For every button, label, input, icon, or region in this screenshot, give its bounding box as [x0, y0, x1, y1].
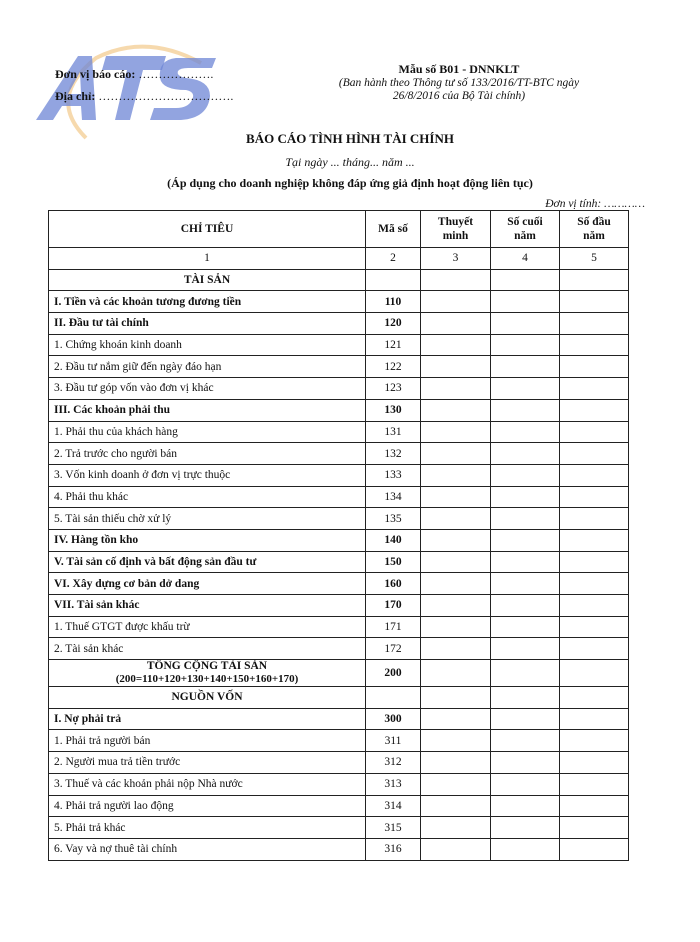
section-assets-title: TÀI SẢN — [49, 269, 366, 291]
table-row — [49, 378, 629, 400]
empty-cell — [366, 269, 421, 291]
empty-cell — [560, 573, 629, 595]
empty-cell — [491, 638, 560, 660]
empty-cell — [560, 817, 629, 839]
empty-cell — [421, 508, 491, 530]
empty-cell — [421, 660, 491, 687]
empty-cell — [491, 687, 560, 709]
empty-cell — [491, 616, 560, 638]
empty-cell — [421, 291, 491, 313]
empty-cell — [421, 269, 491, 291]
row-label: V. Tài sản cố định và bất động sản đầu tư — [49, 551, 366, 573]
column-number-row — [49, 248, 629, 270]
report-date-line: Tại ngày ... tháng... năm ... — [285, 155, 415, 169]
empty-cell — [491, 313, 560, 335]
table-row — [49, 708, 629, 730]
empty-cell — [491, 356, 560, 378]
row-code: 300 — [366, 708, 421, 730]
row-code: 150 — [366, 551, 421, 573]
reporting-unit-value: ………………. — [138, 67, 214, 81]
empty-cell — [560, 638, 629, 660]
header-notes: Thuyết minh — [421, 211, 491, 248]
row-label: 3. Vốn kinh doanh ở đơn vị trực thuộc — [49, 464, 366, 486]
table-row — [49, 334, 629, 356]
empty-cell — [560, 313, 629, 335]
total-assets-row — [49, 660, 629, 687]
row-code: 120 — [366, 313, 421, 335]
section-row-assets — [49, 269, 629, 291]
form-number: Mẫu số B01 - DNNKLT — [398, 62, 520, 76]
empty-cell — [491, 334, 560, 356]
row-code: 314 — [366, 795, 421, 817]
empty-cell — [491, 486, 560, 508]
reporting-unit-line — [55, 63, 233, 85]
empty-cell — [421, 708, 491, 730]
empty-cell — [560, 795, 629, 817]
empty-cell — [560, 773, 629, 795]
row-label: 1. Chứng khoán kinh doanh — [49, 334, 366, 356]
reporting-unit-block — [55, 63, 233, 107]
address-value: ……………………………. — [98, 89, 234, 103]
table-row — [49, 399, 629, 421]
empty-cell — [421, 356, 491, 378]
empty-cell — [491, 708, 560, 730]
column-number: 1 — [49, 248, 366, 270]
header-begin-year: Số đầu năm — [560, 211, 629, 248]
empty-cell — [560, 752, 629, 774]
row-code: 172 — [366, 638, 421, 660]
empty-cell — [491, 795, 560, 817]
row-code: 133 — [366, 464, 421, 486]
total-assets-label: TỔNG CỘNG TÀI SẢN — [146, 660, 268, 673]
table-row — [49, 313, 629, 335]
empty-cell — [491, 595, 560, 617]
empty-cell — [421, 313, 491, 335]
issued-line-1: (Ban hành theo Thông tư số 133/2016/TT-BTC ngày — [338, 76, 580, 89]
row-label: III. Các khoản phải thu — [49, 399, 366, 421]
empty-cell — [421, 730, 491, 752]
row-label: 5. Phải trả khác — [49, 817, 366, 839]
empty-cell — [421, 399, 491, 421]
row-code: 312 — [366, 752, 421, 774]
empty-cell — [560, 334, 629, 356]
table-row — [49, 616, 629, 638]
row-code: 122 — [366, 356, 421, 378]
row-label: 2. Tài sản khác — [49, 638, 366, 660]
header-code: Mã số — [366, 211, 421, 248]
empty-cell — [491, 291, 560, 313]
row-label: VI. Xây dựng cơ bản dở dang — [49, 573, 366, 595]
address-label: Địa chỉ: — [55, 89, 96, 103]
row-code: 311 — [366, 730, 421, 752]
table-row — [49, 464, 629, 486]
form-info-block — [318, 63, 600, 104]
empty-cell — [366, 687, 421, 709]
table-row — [49, 752, 629, 774]
table-row — [49, 529, 629, 551]
financial-position-table — [48, 210, 629, 861]
row-code: 315 — [366, 817, 421, 839]
table-row — [49, 291, 629, 313]
empty-cell — [560, 838, 629, 860]
table-row — [49, 838, 629, 860]
row-label: 2. Trả trước cho người bán — [49, 443, 366, 465]
row-code: 170 — [366, 595, 421, 617]
empty-cell — [421, 595, 491, 617]
applies-to-note: (Áp dụng cho doanh nghiệp không đáp ứng giả định hoạt động liên tục) — [167, 176, 533, 190]
issued-line-2: 26/8/2016 của Bộ Tài chính) — [392, 90, 526, 102]
report-title: BÁO CÁO TÌNH HÌNH TÀI CHÍNH — [246, 131, 454, 146]
row-label: 2. Người mua trả tiền trước — [49, 752, 366, 774]
empty-cell — [491, 464, 560, 486]
empty-cell — [421, 486, 491, 508]
row-label: 1. Phải trả người bán — [49, 730, 366, 752]
row-code: 160 — [366, 573, 421, 595]
empty-cell — [560, 687, 629, 709]
row-label: 1. Thuế GTGT được khấu trừ — [49, 616, 366, 638]
empty-cell — [560, 508, 629, 530]
empty-cell — [560, 551, 629, 573]
table-row — [49, 486, 629, 508]
empty-cell — [560, 378, 629, 400]
header-end-year: Số cuối năm — [491, 211, 560, 248]
empty-cell — [421, 638, 491, 660]
total-assets-code: 200 — [366, 660, 421, 687]
column-number: 3 — [421, 248, 491, 270]
column-number: 4 — [491, 248, 560, 270]
empty-cell — [421, 464, 491, 486]
empty-cell — [421, 752, 491, 774]
row-label: I. Nợ phải trả — [49, 708, 366, 730]
table-row — [49, 443, 629, 465]
empty-cell — [421, 443, 491, 465]
row-label: 3. Đầu tư góp vốn vào đơn vị khác — [49, 378, 366, 400]
empty-cell — [560, 421, 629, 443]
empty-cell — [560, 356, 629, 378]
logo-text: ATS — [26, 38, 28, 39]
empty-cell — [491, 269, 560, 291]
table-row — [49, 551, 629, 573]
empty-cell — [560, 291, 629, 313]
table-row — [49, 730, 629, 752]
row-code: 110 — [366, 291, 421, 313]
row-code: 313 — [366, 773, 421, 795]
total-assets-label-cell — [49, 660, 366, 687]
address-line — [55, 85, 233, 107]
column-number: 2 — [366, 248, 421, 270]
empty-cell — [491, 730, 560, 752]
empty-cell — [491, 399, 560, 421]
table-row — [49, 356, 629, 378]
empty-cell — [491, 378, 560, 400]
empty-cell — [421, 817, 491, 839]
table-row — [49, 795, 629, 817]
table-header-row — [49, 211, 629, 248]
empty-cell — [560, 486, 629, 508]
empty-cell — [491, 443, 560, 465]
row-code: 130 — [366, 399, 421, 421]
row-label: 4. Phải thu khác — [49, 486, 366, 508]
empty-cell — [491, 508, 560, 530]
table-row — [49, 595, 629, 617]
empty-cell — [421, 773, 491, 795]
row-label: I. Tiền và các khoản tương đương tiền — [49, 291, 366, 313]
table-row — [49, 508, 629, 530]
row-code: 134 — [366, 486, 421, 508]
empty-cell — [421, 529, 491, 551]
row-label: VII. Tài sản khác — [49, 595, 366, 617]
empty-cell — [560, 443, 629, 465]
empty-cell — [491, 773, 560, 795]
empty-cell — [560, 730, 629, 752]
row-label: 3. Thuế và các khoản phải nộp Nhà nước — [49, 773, 366, 795]
section-row-sources — [49, 687, 629, 709]
reporting-unit-label: Đơn vị báo cáo: — [55, 67, 136, 81]
empty-cell — [421, 551, 491, 573]
column-number: 5 — [560, 248, 629, 270]
table-row — [49, 773, 629, 795]
unit-label: Đơn vị tính: ………… — [545, 198, 645, 210]
row-code: 123 — [366, 378, 421, 400]
empty-cell — [560, 708, 629, 730]
row-label: 4. Phải trả người lao động — [49, 795, 366, 817]
empty-cell — [491, 752, 560, 774]
row-label: II. Đầu tư tài chính — [49, 313, 366, 335]
section-sources-title: NGUỒN VỐN — [49, 687, 366, 709]
empty-cell — [421, 421, 491, 443]
table-row — [49, 573, 629, 595]
table-row — [49, 638, 629, 660]
empty-cell — [491, 573, 560, 595]
row-code: 140 — [366, 529, 421, 551]
empty-cell — [560, 399, 629, 421]
empty-cell — [560, 595, 629, 617]
empty-cell — [491, 838, 560, 860]
row-label: IV. Hàng tồn kho — [49, 529, 366, 551]
empty-cell — [491, 421, 560, 443]
empty-cell — [491, 529, 560, 551]
empty-cell — [421, 334, 491, 356]
empty-cell — [421, 378, 491, 400]
row-label: 2. Đầu tư nắm giữ đến ngày đáo hạn — [49, 356, 366, 378]
row-code: 135 — [366, 508, 421, 530]
empty-cell — [560, 616, 629, 638]
row-code: 171 — [366, 616, 421, 638]
empty-cell — [560, 660, 629, 687]
empty-cell — [491, 551, 560, 573]
row-code: 132 — [366, 443, 421, 465]
empty-cell — [491, 817, 560, 839]
row-code: 121 — [366, 334, 421, 356]
empty-cell — [421, 795, 491, 817]
empty-cell — [421, 687, 491, 709]
empty-cell — [491, 660, 560, 687]
empty-cell — [560, 529, 629, 551]
row-label: 5. Tài sản thiếu chờ xử lý — [49, 508, 366, 530]
table-row — [49, 421, 629, 443]
row-label: 1. Phải thu của khách hàng — [49, 421, 366, 443]
empty-cell — [421, 838, 491, 860]
empty-cell — [421, 616, 491, 638]
table-row — [49, 817, 629, 839]
empty-cell — [560, 464, 629, 486]
header-indicator: CHỈ TIÊU — [49, 211, 366, 248]
empty-cell — [560, 269, 629, 291]
total-assets-formula: (200=110+120+130+140+150+160+170) — [115, 673, 299, 686]
row-code: 316 — [366, 838, 421, 860]
row-code: 131 — [366, 421, 421, 443]
row-label: 6. Vay và nợ thuê tài chính — [49, 838, 366, 860]
empty-cell — [421, 573, 491, 595]
